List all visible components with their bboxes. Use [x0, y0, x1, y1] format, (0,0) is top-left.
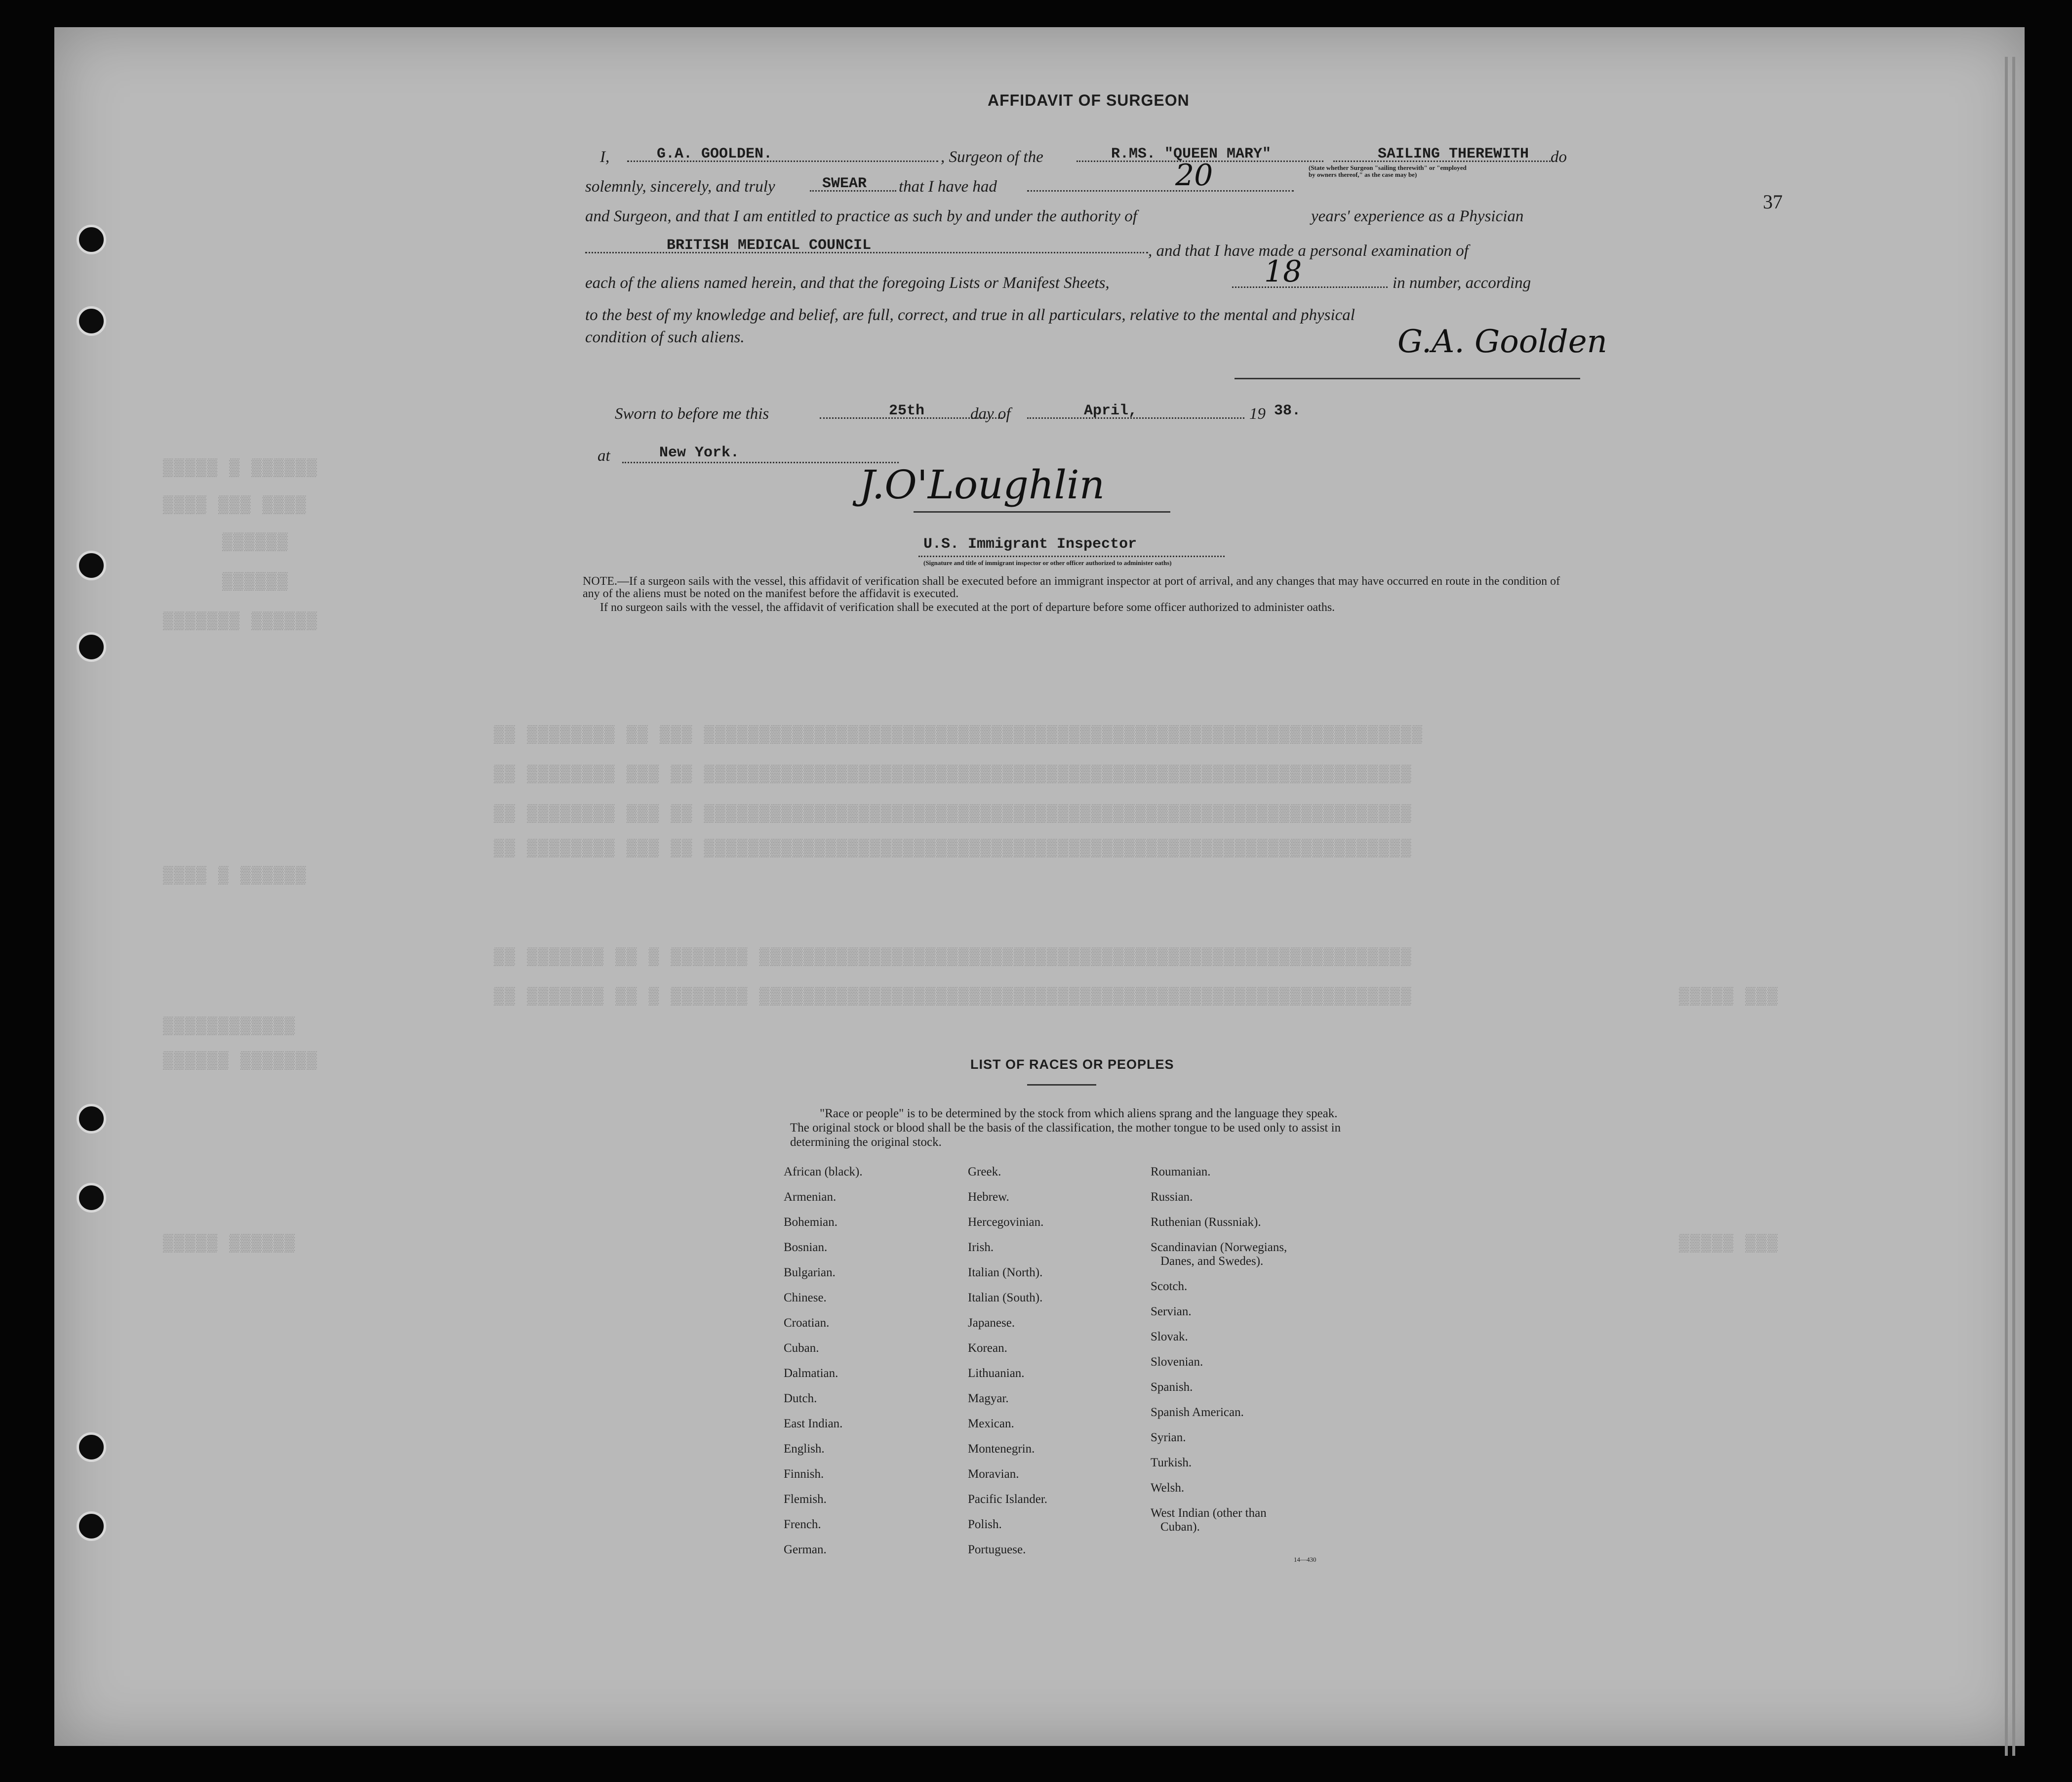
surgeon-capacity: SAILING THEREWITH	[1378, 146, 1529, 162]
binder-hole	[77, 1183, 106, 1213]
year-prefix: 19	[1249, 405, 1266, 423]
signature-line	[1235, 378, 1580, 379]
race-item: Armenian.	[784, 1190, 837, 1204]
race-item: East Indian.	[784, 1417, 843, 1430]
races-title: LIST OF RACES OR PEOPLES	[970, 1057, 1174, 1072]
sworn-month: April,	[1084, 403, 1138, 419]
race-item: Hebrew.	[968, 1190, 1009, 1204]
page-edge	[2005, 57, 2008, 1756]
race-item: Magyar.	[968, 1392, 1009, 1405]
race-item: Cuban.	[784, 1341, 819, 1355]
race-item: Lithuanian.	[968, 1367, 1025, 1380]
affidavit-note-2: If no surgeon sails with the vessel, the affidavit of verification shall be executed at the port of departure before some officer authorized to administer oaths.	[600, 601, 1335, 614]
race-item: Bulgarian.	[784, 1266, 836, 1279]
sworn-place: New York.	[659, 445, 740, 461]
binder-hole	[77, 306, 106, 336]
inspector-title: U.S. Immigrant Inspector	[923, 536, 1137, 553]
race-item: Turkish.	[1151, 1456, 1192, 1469]
race-item: Bosnian.	[784, 1241, 828, 1254]
race-item: Scotch.	[1151, 1280, 1188, 1293]
race-item: Irish.	[968, 1241, 994, 1254]
binder-hole	[77, 551, 106, 580]
fill-line	[1027, 190, 1294, 192]
page-number: 37	[1763, 191, 1783, 213]
race-item: Ruthenian (Russniak).	[1151, 1215, 1261, 1229]
race-item: Italian (North).	[968, 1266, 1043, 1279]
that-had-text: that I have had	[899, 178, 997, 196]
race-item: Mexican.	[968, 1417, 1014, 1430]
race-item: English.	[784, 1442, 825, 1456]
race-item: Dutch.	[784, 1392, 817, 1405]
fill-line	[1232, 286, 1388, 288]
race-item: Polish.	[968, 1518, 1002, 1531]
race-item: Korean.	[968, 1341, 1007, 1355]
authority-text: and Surgeon, and that I am entitled to practice as such by and under the authority of	[585, 207, 1137, 225]
affidavit-note: NOTE.—If a surgeon sails with the vessel, this affidavit of verification shall be executed before an immigrant inspector at port of arrival, and any changes that may have occurred en route in the condition of any of the aliens must be noted on the manifest before the affidavit is executed.	[583, 575, 1560, 600]
vessel-name: R.MS. "QUEEN MARY"	[1111, 146, 1272, 162]
manifest-sheet-count: 18	[1264, 254, 1302, 289]
binder-hole	[77, 632, 106, 662]
race-item: Spanish.	[1151, 1380, 1193, 1394]
race-item: Portuguese.	[968, 1543, 1026, 1556]
do-label: do	[1551, 148, 1567, 166]
race-item: Croatian.	[784, 1316, 830, 1330]
race-item: Syrian.	[1151, 1431, 1186, 1444]
inspector-signature: J.O'Loughlin	[859, 462, 1105, 508]
race-item: Hercegovinian.	[968, 1215, 1044, 1229]
race-item: Welsh.	[1151, 1481, 1185, 1495]
race-item: Bohemian.	[784, 1215, 838, 1229]
sworn-day: 25th	[889, 403, 925, 419]
surgeon-signature: G.A. Goolden	[1397, 324, 1607, 360]
race-item: German.	[784, 1543, 827, 1556]
race-item: Moravian.	[968, 1467, 1019, 1481]
oath-type: SWEAR	[822, 175, 867, 192]
race-item: Flemish.	[784, 1493, 827, 1506]
race-item: Slovenian.	[1151, 1355, 1203, 1369]
examination-text: , and that I have made a personal examination of	[1148, 242, 1469, 260]
race-item: Cuban).	[1160, 1520, 1200, 1534]
sworn-text: Sworn to before me this	[615, 405, 769, 423]
years-experience: 20	[1175, 158, 1213, 193]
solemnly-text: solemnly, sincerely, and truly	[585, 178, 775, 196]
affidavit-title: AFFIDAVIT OF SURGEON	[988, 91, 1190, 109]
race-item: Chinese.	[784, 1291, 827, 1304]
race-item: Finnish.	[784, 1467, 824, 1481]
race-item: Montenegrin.	[968, 1442, 1035, 1456]
races-intro: "Race or people" is to be determined by the stock from which aliens sprang and the language they speak. The original stock or blood shall be the basis of the classification, the mother tongue to be used only to assist in determining the original stock.	[790, 1107, 1341, 1149]
years-experience-text: years' experience as a Physician	[1311, 207, 1524, 225]
affidavit-prefix: I,	[600, 148, 610, 166]
fill-line	[622, 462, 899, 463]
race-item: Pacific Islander.	[968, 1493, 1048, 1506]
race-item: West Indian (other than	[1151, 1506, 1267, 1520]
race-item: French.	[784, 1518, 821, 1531]
day-of-text: day of	[970, 405, 1011, 423]
surgeon-of-label: , Surgeon of the	[941, 148, 1043, 166]
race-item: Servian.	[1151, 1305, 1192, 1318]
authority-name: BRITISH MEDICAL COUNCIL	[667, 237, 872, 254]
race-item: Russian.	[1151, 1190, 1193, 1204]
race-item: Scandinavian (Norwegians,	[1151, 1241, 1287, 1254]
condition-text: condition of such aliens.	[585, 328, 745, 346]
fill-line	[918, 556, 1225, 557]
title-rule	[1027, 1084, 1096, 1086]
binder-hole	[77, 1104, 106, 1134]
race-item: Dalmatian.	[784, 1367, 838, 1380]
signature-line	[914, 511, 1170, 513]
race-item: Greek.	[968, 1165, 1001, 1178]
form-number: 14—430	[1294, 1556, 1316, 1563]
race-item: Roumanian.	[1151, 1165, 1211, 1178]
inspector-note: (Signature and title of immigrant inspector or other officer authorized to administer oaths)	[923, 559, 1172, 567]
race-item: African (black).	[784, 1165, 863, 1178]
aliens-text: each of the aliens named herein, and that the foregoing Lists or Manifest Sheets,	[585, 274, 1110, 292]
race-item: Spanish American.	[1151, 1406, 1244, 1419]
binder-hole	[77, 1511, 106, 1541]
knowledge-text: to the best of my knowledge and belief, are full, correct, and true in all particulars, relative to the mental and physical	[585, 306, 1355, 324]
race-item: Danes, and Swedes).	[1160, 1255, 1264, 1268]
binder-hole	[77, 1432, 106, 1462]
binder-hole	[77, 225, 106, 254]
surgeon-name: G.A. GOOLDEN.	[657, 146, 773, 162]
race-item: Italian (South).	[968, 1291, 1043, 1304]
in-number-text: in number, according	[1393, 274, 1531, 292]
race-item: Japanese.	[968, 1316, 1015, 1330]
at-label: at	[598, 447, 610, 465]
page-edge	[2012, 57, 2015, 1756]
capacity-note: (State whether Surgeon "sailing therewith" or "employed by owners thereof," as the case may be)	[1309, 164, 1467, 178]
race-item: Slovak.	[1151, 1330, 1188, 1343]
sworn-year: 38.	[1274, 403, 1301, 419]
